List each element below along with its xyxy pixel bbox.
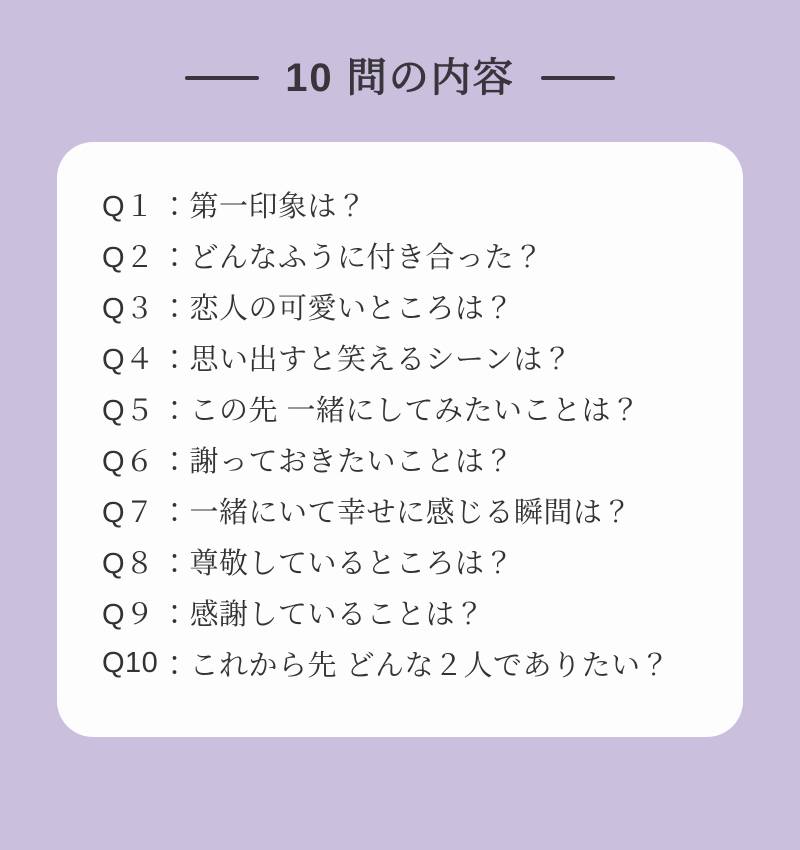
question-number: Q５ bbox=[102, 395, 155, 427]
question-text: ：謝っておきたいことは？ bbox=[160, 446, 515, 478]
question-text: ：この先 一緒にしてみたいことは？ bbox=[160, 395, 641, 427]
question-number: Q７ bbox=[102, 497, 155, 529]
question-text: ：恋人の可愛いところは？ bbox=[160, 293, 515, 325]
question-row bbox=[102, 536, 701, 587]
question-row bbox=[102, 587, 701, 638]
question-number: Q８ bbox=[102, 548, 155, 580]
questions-card bbox=[57, 142, 743, 737]
question-row bbox=[102, 638, 701, 689]
title-rule-right bbox=[541, 76, 615, 80]
question-row bbox=[102, 179, 701, 230]
question-text: ：感謝していることは？ bbox=[160, 599, 485, 631]
question-text: ：これから先 どんな２人でありたい？ bbox=[160, 650, 671, 682]
title-section bbox=[0, 50, 800, 106]
question-number: Q２ bbox=[102, 242, 155, 274]
question-number: Q10 bbox=[102, 647, 159, 679]
question-text: ：思い出すと笑えるシーンは？ bbox=[160, 344, 573, 376]
question-row bbox=[102, 434, 701, 485]
question-text: ：一緒にいて幸せに感じる瞬間は？ bbox=[160, 497, 633, 529]
question-number: Q９ bbox=[102, 599, 155, 631]
question-text: ：第一印象は？ bbox=[160, 191, 367, 223]
question-number: Q１ bbox=[102, 191, 155, 223]
question-text: ：尊敬しているところは？ bbox=[160, 548, 515, 580]
question-number: Q３ bbox=[102, 293, 155, 325]
question-row bbox=[102, 281, 701, 332]
question-row bbox=[102, 332, 701, 383]
page bbox=[0, 50, 800, 850]
question-row bbox=[102, 485, 701, 536]
question-number: Q４ bbox=[102, 344, 155, 376]
title-rule-left bbox=[185, 76, 259, 80]
question-number: Q６ bbox=[102, 446, 155, 478]
question-text: ：どんなふうに付き合った？ bbox=[160, 242, 544, 274]
question-row bbox=[102, 383, 701, 434]
question-row bbox=[102, 230, 701, 281]
page-title: 10 問の内容 bbox=[285, 56, 515, 100]
